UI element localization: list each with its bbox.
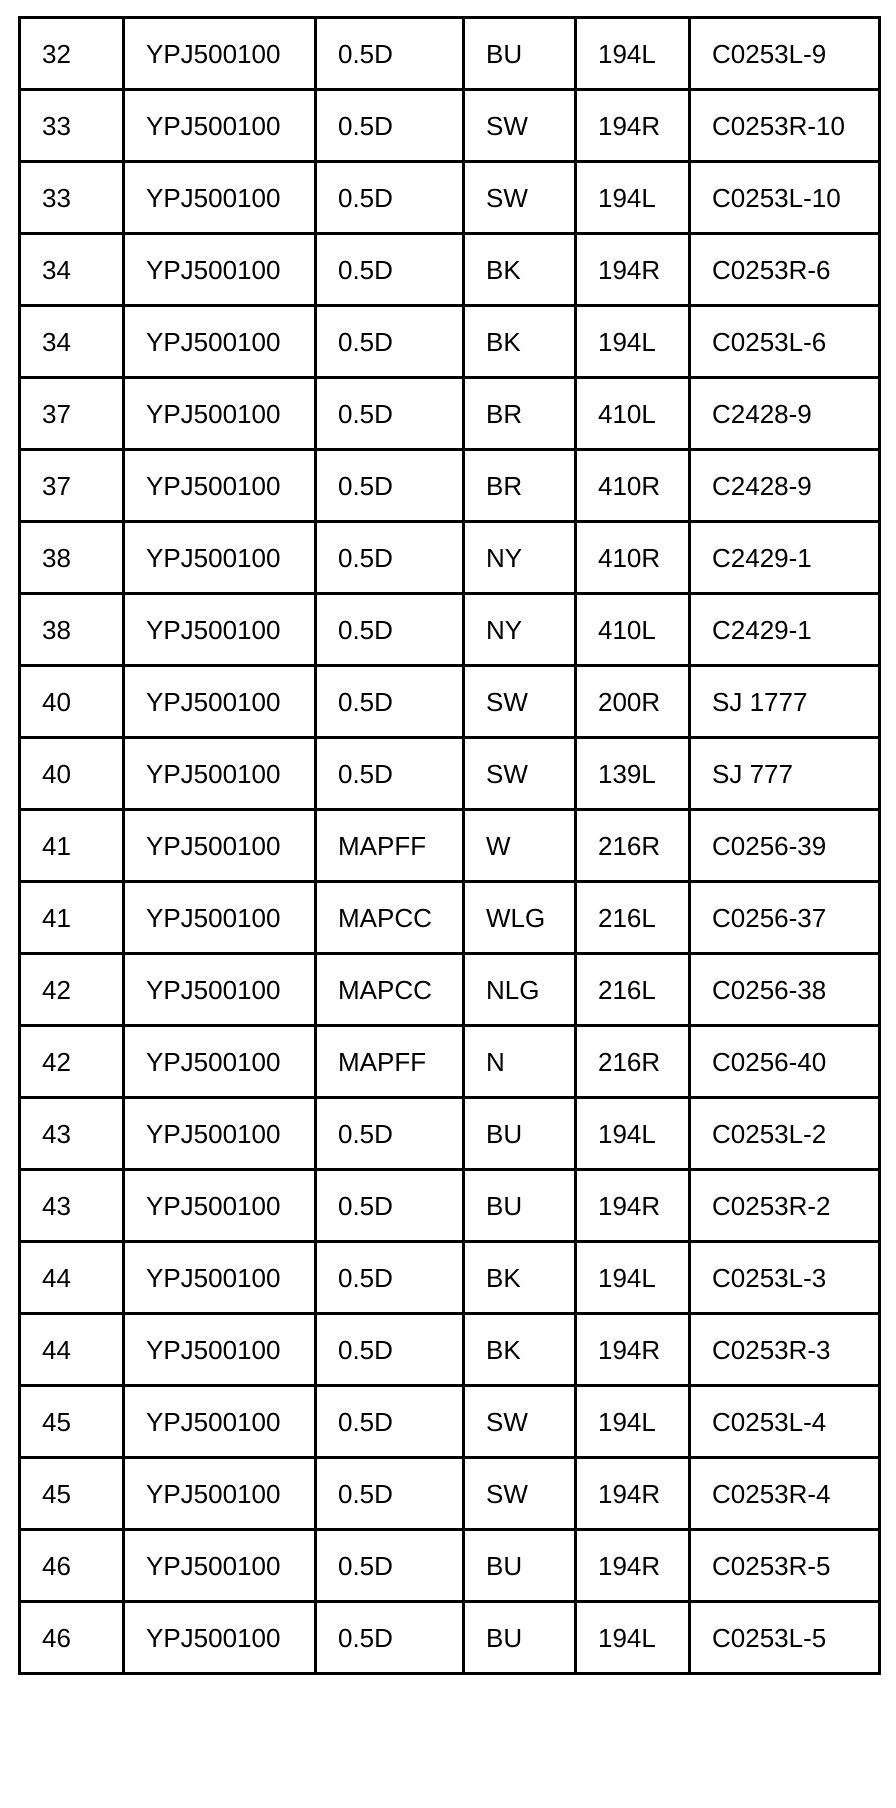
cell-part-number: YPJ500100 bbox=[124, 810, 316, 882]
cell-size: 0.5D bbox=[316, 1530, 464, 1602]
cell-color: BU bbox=[464, 1530, 576, 1602]
cell-color: N bbox=[464, 1026, 576, 1098]
cell-item-number: 43 bbox=[20, 1170, 124, 1242]
cell-part-number: YPJ500100 bbox=[124, 594, 316, 666]
cell-connector: 194R bbox=[576, 234, 690, 306]
table-row bbox=[20, 1314, 880, 1386]
cell-connector: 194R bbox=[576, 1170, 690, 1242]
cell-terminal: C2429-1 bbox=[690, 594, 880, 666]
cell-connector: 194L bbox=[576, 162, 690, 234]
cell-connector: 194L bbox=[576, 306, 690, 378]
table-row bbox=[20, 450, 880, 522]
cell-color: NLG bbox=[464, 954, 576, 1026]
cell-terminal: C0256-40 bbox=[690, 1026, 880, 1098]
cell-part-number: YPJ500100 bbox=[124, 378, 316, 450]
cell-size: 0.5D bbox=[316, 1242, 464, 1314]
cell-connector: 194R bbox=[576, 90, 690, 162]
cell-size: MAPCC bbox=[316, 882, 464, 954]
table-row bbox=[20, 522, 880, 594]
cell-size: 0.5D bbox=[316, 738, 464, 810]
table-row bbox=[20, 234, 880, 306]
cell-terminal: C2429-1 bbox=[690, 522, 880, 594]
cell-part-number: YPJ500100 bbox=[124, 1098, 316, 1170]
table-row bbox=[20, 378, 880, 450]
table-row bbox=[20, 954, 880, 1026]
cell-color: BK bbox=[464, 1242, 576, 1314]
cell-terminal: SJ 1777 bbox=[690, 666, 880, 738]
cell-item-number: 46 bbox=[20, 1530, 124, 1602]
cell-item-number: 42 bbox=[20, 954, 124, 1026]
table-row bbox=[20, 1026, 880, 1098]
cell-terminal: C0253L-4 bbox=[690, 1386, 880, 1458]
cell-size: MAPCC bbox=[316, 954, 464, 1026]
cell-item-number: 33 bbox=[20, 162, 124, 234]
cell-part-number: YPJ500100 bbox=[124, 1242, 316, 1314]
cell-size: 0.5D bbox=[316, 18, 464, 90]
table-row bbox=[20, 306, 880, 378]
cell-item-number: 45 bbox=[20, 1386, 124, 1458]
cell-color: SW bbox=[464, 666, 576, 738]
cell-item-number: 37 bbox=[20, 450, 124, 522]
cell-size: 0.5D bbox=[316, 378, 464, 450]
cell-terminal: C0256-39 bbox=[690, 810, 880, 882]
cell-connector: 139L bbox=[576, 738, 690, 810]
cell-color: NY bbox=[464, 594, 576, 666]
table-row bbox=[20, 666, 880, 738]
cell-connector: 194L bbox=[576, 1242, 690, 1314]
cell-terminal: C0253L-9 bbox=[690, 18, 880, 90]
cell-connector: 410L bbox=[576, 594, 690, 666]
table-row bbox=[20, 1386, 880, 1458]
table-row bbox=[20, 1098, 880, 1170]
cell-color: SW bbox=[464, 90, 576, 162]
cell-part-number: YPJ500100 bbox=[124, 450, 316, 522]
cell-item-number: 34 bbox=[20, 306, 124, 378]
cell-part-number: YPJ500100 bbox=[124, 738, 316, 810]
cell-part-number: YPJ500100 bbox=[124, 954, 316, 1026]
cell-connector: 216R bbox=[576, 1026, 690, 1098]
cell-size: 0.5D bbox=[316, 666, 464, 738]
cell-terminal: C0253L-6 bbox=[690, 306, 880, 378]
cell-part-number: YPJ500100 bbox=[124, 1026, 316, 1098]
cell-connector: 216L bbox=[576, 882, 690, 954]
cell-terminal: C0253L-2 bbox=[690, 1098, 880, 1170]
cell-color: SW bbox=[464, 162, 576, 234]
cell-item-number: 44 bbox=[20, 1314, 124, 1386]
cell-connector: 200R bbox=[576, 666, 690, 738]
cell-part-number: YPJ500100 bbox=[124, 1170, 316, 1242]
cell-terminal: C2428-9 bbox=[690, 450, 880, 522]
cell-part-number: YPJ500100 bbox=[124, 882, 316, 954]
cell-part-number: YPJ500100 bbox=[124, 306, 316, 378]
cell-color: BK bbox=[464, 234, 576, 306]
cell-part-number: YPJ500100 bbox=[124, 1602, 316, 1674]
cell-terminal: C2428-9 bbox=[690, 378, 880, 450]
cell-color: BR bbox=[464, 378, 576, 450]
cell-size: 0.5D bbox=[316, 306, 464, 378]
cell-item-number: 41 bbox=[20, 810, 124, 882]
cell-color: BK bbox=[464, 1314, 576, 1386]
cell-size: 0.5D bbox=[316, 90, 464, 162]
table-row bbox=[20, 882, 880, 954]
cell-size: 0.5D bbox=[316, 1098, 464, 1170]
cell-item-number: 44 bbox=[20, 1242, 124, 1314]
cell-color: SW bbox=[464, 1458, 576, 1530]
cell-connector: 194R bbox=[576, 1314, 690, 1386]
cell-item-number: 46 bbox=[20, 1602, 124, 1674]
cell-connector: 194L bbox=[576, 18, 690, 90]
cell-size: 0.5D bbox=[316, 594, 464, 666]
cell-connector: 194L bbox=[576, 1098, 690, 1170]
cell-item-number: 32 bbox=[20, 18, 124, 90]
cell-item-number: 33 bbox=[20, 90, 124, 162]
cell-item-number: 41 bbox=[20, 882, 124, 954]
cell-connector: 216R bbox=[576, 810, 690, 882]
table-row bbox=[20, 1170, 880, 1242]
cell-item-number: 45 bbox=[20, 1458, 124, 1530]
cell-color: BU bbox=[464, 1098, 576, 1170]
cell-connector: 194L bbox=[576, 1386, 690, 1458]
table-row bbox=[20, 738, 880, 810]
cell-item-number: 40 bbox=[20, 666, 124, 738]
table-row bbox=[20, 162, 880, 234]
cell-terminal: C0256-38 bbox=[690, 954, 880, 1026]
cell-size: 0.5D bbox=[316, 1602, 464, 1674]
cell-size: 0.5D bbox=[316, 1386, 464, 1458]
cell-part-number: YPJ500100 bbox=[124, 234, 316, 306]
table-row bbox=[20, 1530, 880, 1602]
cell-item-number: 38 bbox=[20, 594, 124, 666]
cell-connector: 410L bbox=[576, 378, 690, 450]
cell-connector: 410R bbox=[576, 522, 690, 594]
cell-terminal: C0253R-4 bbox=[690, 1458, 880, 1530]
cell-color: BR bbox=[464, 450, 576, 522]
cell-terminal: C0253L-3 bbox=[690, 1242, 880, 1314]
cell-terminal: C0253R-2 bbox=[690, 1170, 880, 1242]
cell-color: WLG bbox=[464, 882, 576, 954]
table-row bbox=[20, 1242, 880, 1314]
cell-size: MAPFF bbox=[316, 1026, 464, 1098]
cell-size: 0.5D bbox=[316, 1458, 464, 1530]
cell-terminal: SJ 777 bbox=[690, 738, 880, 810]
cell-connector: 216L bbox=[576, 954, 690, 1026]
cell-item-number: 42 bbox=[20, 1026, 124, 1098]
table-row bbox=[20, 18, 880, 90]
cell-connector: 410R bbox=[576, 450, 690, 522]
cell-terminal: C0253R-3 bbox=[690, 1314, 880, 1386]
cell-item-number: 34 bbox=[20, 234, 124, 306]
cell-part-number: YPJ500100 bbox=[124, 522, 316, 594]
cell-part-number: YPJ500100 bbox=[124, 1530, 316, 1602]
cell-terminal: C0253L-5 bbox=[690, 1602, 880, 1674]
cell-item-number: 43 bbox=[20, 1098, 124, 1170]
cell-part-number: YPJ500100 bbox=[124, 666, 316, 738]
wire-table-body bbox=[20, 18, 880, 1674]
cell-part-number: YPJ500100 bbox=[124, 90, 316, 162]
cell-terminal: C0253R-6 bbox=[690, 234, 880, 306]
cell-color: W bbox=[464, 810, 576, 882]
cell-color: SW bbox=[464, 738, 576, 810]
cell-connector: 194L bbox=[576, 1602, 690, 1674]
cell-color: BU bbox=[464, 18, 576, 90]
cell-terminal: C0256-37 bbox=[690, 882, 880, 954]
wire-table bbox=[18, 16, 881, 1675]
cell-part-number: YPJ500100 bbox=[124, 18, 316, 90]
cell-size: 0.5D bbox=[316, 1314, 464, 1386]
cell-terminal: C0253L-10 bbox=[690, 162, 880, 234]
cell-color: BK bbox=[464, 306, 576, 378]
cell-size: 0.5D bbox=[316, 1170, 464, 1242]
cell-size: 0.5D bbox=[316, 522, 464, 594]
cell-size: 0.5D bbox=[316, 162, 464, 234]
cell-terminal: C0253R-5 bbox=[690, 1530, 880, 1602]
cell-item-number: 37 bbox=[20, 378, 124, 450]
cell-part-number: YPJ500100 bbox=[124, 1314, 316, 1386]
table-row bbox=[20, 1458, 880, 1530]
cell-size: 0.5D bbox=[316, 450, 464, 522]
cell-item-number: 38 bbox=[20, 522, 124, 594]
table-row bbox=[20, 1602, 880, 1674]
cell-size: MAPFF bbox=[316, 810, 464, 882]
table-row bbox=[20, 594, 880, 666]
cell-connector: 194R bbox=[576, 1458, 690, 1530]
cell-color: NY bbox=[464, 522, 576, 594]
cell-color: SW bbox=[464, 1386, 576, 1458]
cell-part-number: YPJ500100 bbox=[124, 162, 316, 234]
cell-part-number: YPJ500100 bbox=[124, 1386, 316, 1458]
cell-part-number: YPJ500100 bbox=[124, 1458, 316, 1530]
cell-terminal: C0253R-10 bbox=[690, 90, 880, 162]
cell-connector: 194R bbox=[576, 1530, 690, 1602]
cell-color: BU bbox=[464, 1170, 576, 1242]
table-row bbox=[20, 810, 880, 882]
table-row bbox=[20, 90, 880, 162]
cell-item-number: 40 bbox=[20, 738, 124, 810]
cell-color: BU bbox=[464, 1602, 576, 1674]
cell-size: 0.5D bbox=[316, 234, 464, 306]
